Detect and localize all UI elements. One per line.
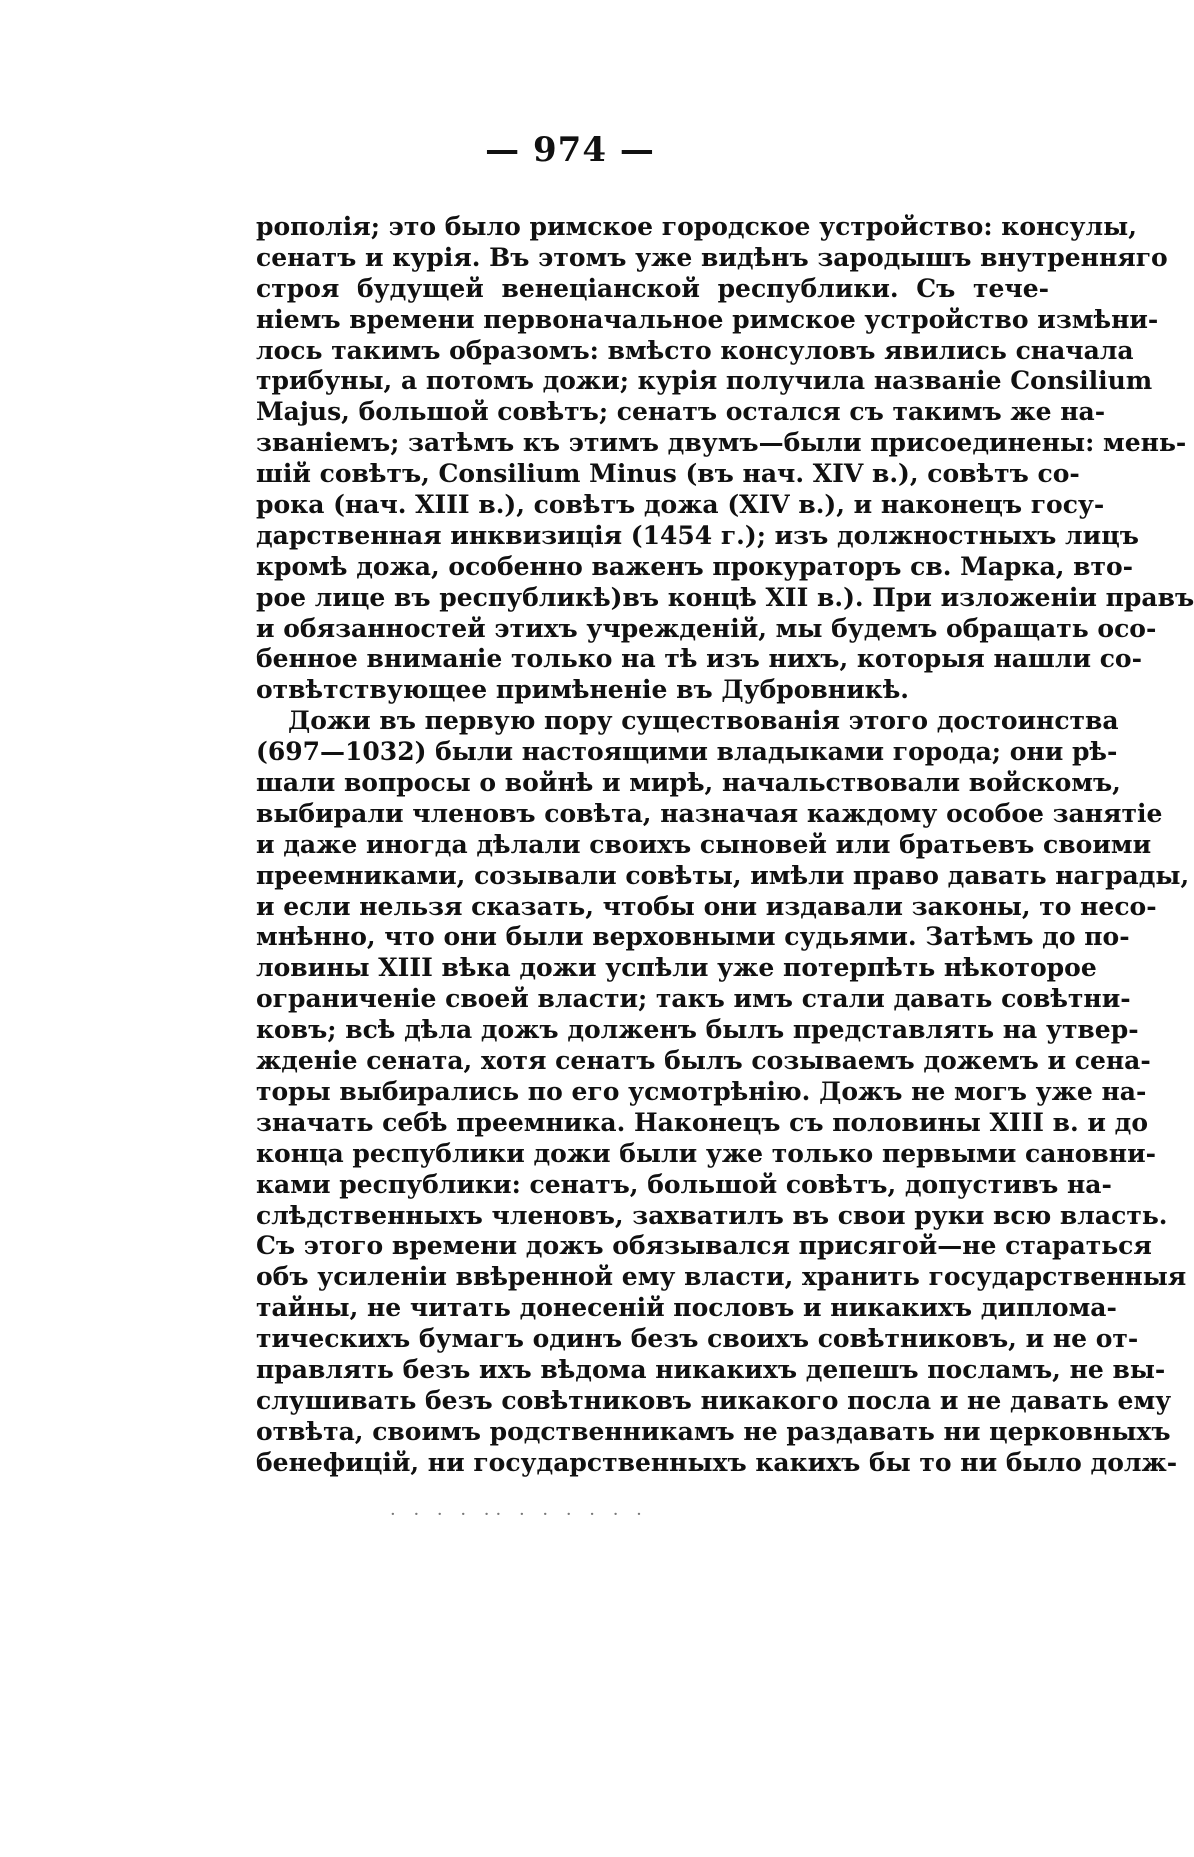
text-line: торы выбирались по его усмотрѣнію. Дожъ не могъ уже на- <box>256 1076 1147 1106</box>
text-line: значать себѣ преемника. Наконецъ съ половины XIII в. и до <box>256 1107 1149 1137</box>
text-line: лось такимъ образомъ: вмѣсто консуловъ явились сначала <box>256 335 1134 365</box>
text-line: жденіе сената, хотя сенатъ былъ созываемъ дожемъ и сена- <box>256 1046 1151 1076</box>
paragraph-first-line: Дожи въ первую пору существованія этого достоинства <box>288 706 1119 736</box>
page-number: — 974 — <box>485 130 655 170</box>
text-line: тическихъ бумагъ одинъ безъ своихъ совѣтниковъ, и не от- <box>256 1324 1139 1354</box>
text-line: Съ этого времени дожъ обязывался присягой—не стараться <box>256 1231 1152 1261</box>
text-line: преемниками, созывали совѣты, имѣли право давать награды, <box>256 860 1190 890</box>
text-line: тайны, не читать донесеній пословъ и никакихъ диплома- <box>256 1293 1117 1323</box>
text-line: рое лице въ республикѣ)въ концѣ XII в.). При изложеніи правъ <box>256 582 1194 612</box>
text-line: выбирали членовъ совѣта, назначая каждому особое занятіе <box>256 798 1163 828</box>
text-line: и даже иногда дѣлали своихъ сыновей или братьевъ своими <box>256 829 1152 859</box>
text-line: правлять безъ ихъ вѣдома никакихъ депешъ посламъ, не вы- <box>256 1354 1166 1384</box>
text-line: дарственная инквизиція (1454 г.); изъ должностныхъ лицъ <box>256 520 1139 550</box>
text-line: конца республики дожи были уже только первыми сановни- <box>256 1138 1156 1168</box>
text-line: званіемъ; затѣмъ къ этимъ двумъ—были присоединены: мень- <box>256 428 1187 458</box>
text-line: ловины XIII вѣка дожи успѣли уже потерпѣть нѣкоторое <box>256 953 1097 983</box>
text-line: шали вопросы о войнѣ и мирѣ, начальствовали войскомъ, <box>256 768 1121 798</box>
text-line: ограниченіе своей власти; такъ имъ стали давать совѣтни- <box>256 984 1131 1014</box>
text-line: бенное вниманіе только на тѣ изъ нихъ, которыя нашли со- <box>256 644 1142 674</box>
text-line: слѣдственныхъ членовъ, захватилъ въ свои руки всю власть. <box>256 1200 1168 1230</box>
text-line: ками республики: сенатъ, большой совѣтъ, допустивъ на- <box>256 1169 1112 1199</box>
text-line: ніемъ времени первоначальное римское устройство измѣни- <box>256 304 1159 334</box>
text-line: бенефицій, ни государственныхъ какихъ бы то ни было долж- <box>256 1447 1178 1477</box>
text-line: отвѣта, своимъ родственникамъ не раздавать ни церковныхъ <box>256 1416 1171 1446</box>
text-line: объ усиленіи ввѣренной ему власти, хранить государственныя <box>256 1262 1187 1292</box>
text-line: (697—1032) были настоящими владыками города; они рѣ- <box>256 737 1118 767</box>
text-line: строя будущей венеціанской республики. Съ тече- <box>256 273 1049 303</box>
text-line: ковъ; всѣ дѣла дожъ долженъ былъ представлять на утвер- <box>256 1015 1139 1045</box>
text-line: трибуны, а потомъ дожи; курія получила названіе Consilium <box>256 366 1153 396</box>
text-line: рока (нач. XIII в.), совѣтъ дожа (XIV в.), и наконецъ госу- <box>256 490 1105 520</box>
text-line: и если нельзя сказать, чтобы они издавали законы, то несо- <box>256 891 1157 921</box>
paragraph-last-line: отвѣтствующее примѣненіе въ Дубровникѣ. <box>256 675 909 705</box>
text-line: Majus, большой совѣтъ; сенатъ остался съ такимъ же на- <box>256 397 1106 427</box>
text-line: кромѣ дожа, особенно важенъ прокураторъ св. Марка, вто- <box>256 551 1134 581</box>
text-line: мнѣнно, что они были верховными судьями. Затѣмъ до по- <box>256 922 1130 952</box>
text-line: шій совѣтъ, Consilium Minus (въ нач. XIV в.), совѣтъ со- <box>256 459 1080 489</box>
body-text <box>256 212 1194 1479</box>
text-line: и обязанностей этихъ учрежденій, мы будемъ обращать осо- <box>256 613 1157 643</box>
text-line: сенатъ и курія. Въ этомъ уже видѣнъ зародышъ внутренняго <box>256 242 1168 272</box>
footer-print-marks: · · · · ·· · · · · · · <box>390 1504 648 1525</box>
text-line: слушивать безъ совѣтниковъ никакого посла и не давать ему <box>256 1385 1172 1415</box>
text-line: рополія; это было римское городское устройство: консулы, <box>256 212 1137 241</box>
